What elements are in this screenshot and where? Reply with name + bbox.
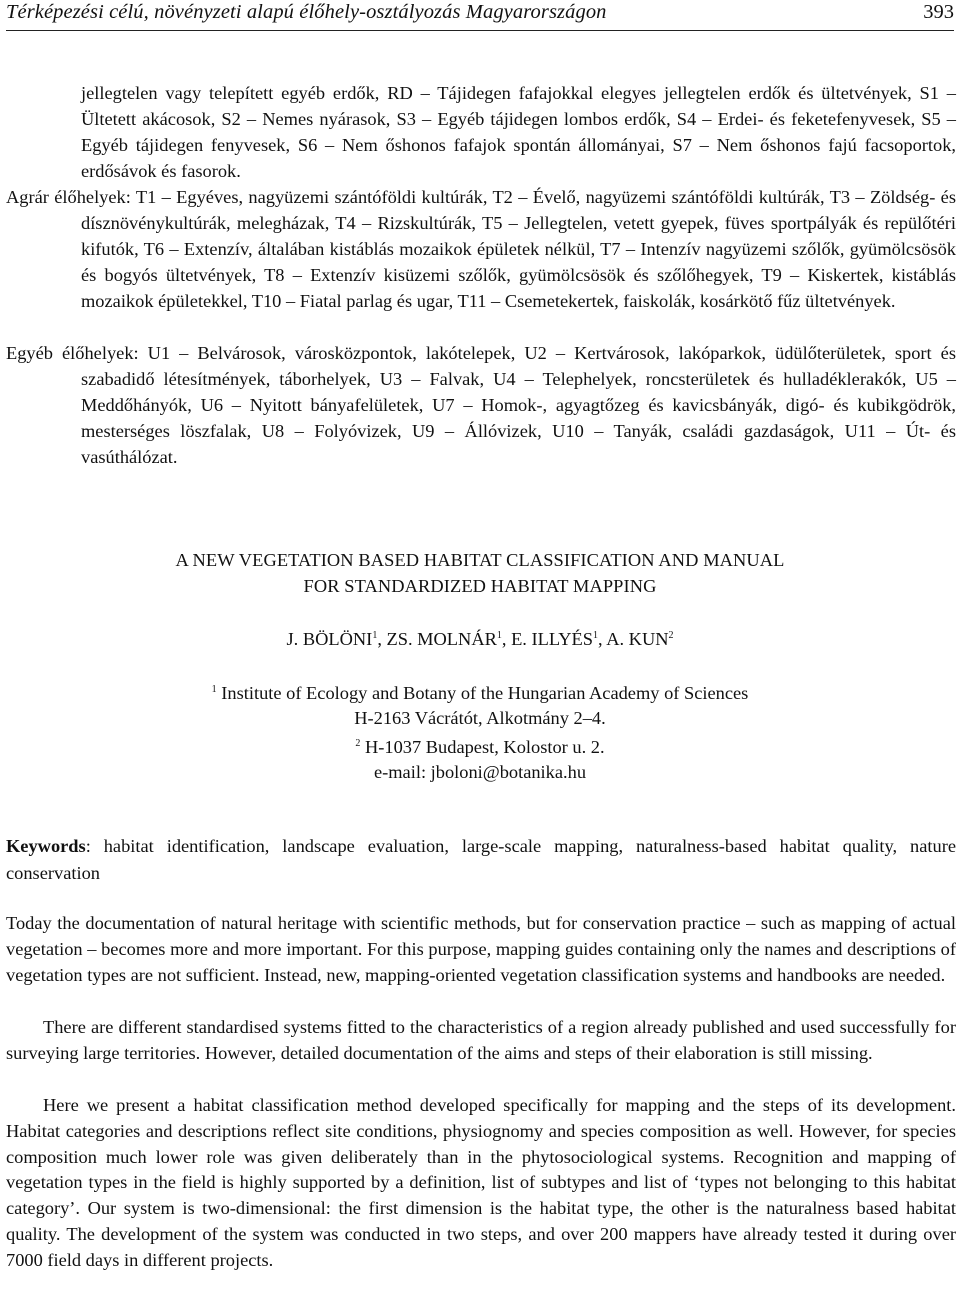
title-line-2: FOR STANDARDIZED HABITAT MAPPING [303, 575, 657, 596]
running-header [6, 0, 954, 31]
author: E. ILLYÉS$^1$, [511, 629, 607, 649]
abstract-paragraph-2: There are different standardised systems fitted to the characteristics of a region already published and used successfully for surveying large territories. However, detailed documentation of the aims and steps of their elaboration is still missing. [6, 1017, 956, 1063]
author-list [0, 623, 960, 652]
abstract-paragraph-1: Today the documentation of natural heritage with scientific methods, but for conservation practice – such as mapping of actual vegetation – becomes more and more important. For this purpose, mapping guides containing only the names and descriptions of vegetation types are not sufficient. Instead, new, mapping-oriented vegetation classification systems and handbooks are needed. [6, 913, 956, 985]
affiliation-1-line-1: $^1$ Institute of Ecology and Botany of the Hungarian Academy of Sciences [211, 683, 749, 703]
page-number: 393 [923, 1, 954, 23]
keywords-label: Keywords [6, 836, 86, 856]
keywords [6, 833, 956, 886]
author: A. KUN$^2$ [606, 629, 674, 649]
forest-habitat-list-continuation: jellegtelen vagy telepített egyéb erdők, RD – Tájidegen fafajokkal elegyes jellegtelen erdők és ültetvények, S1 – Ültetett akácosok, S2 – Nemes nyárasok, S3 – Egyéb tájidegen lombos erdők, S4 – Erdei- és feketefenyvesek, S5 – Egyéb tájidegen fenyvesek, S6 – Nem őshonos fafajok spontán állományai, S7 – Nem őshonos fajú facsoportok, erdősávok és fasorok. [81, 83, 956, 181]
author: ZS. MOLNÁR$^1$, [386, 629, 512, 649]
running-title: Térképezési célú, növényzeti alapú élőhely-osztályozás Magyarországon [6, 1, 607, 23]
abstract-paragraph-3: Here we present a habitat classification method developed specifically for mapping and the steps of its development. Habitat categories and descriptions reflect site conditions, physiognomy and species composition as well. However, for species composition much lower role was given deliberately than in the phytosociological systems. Recognition and mapping of vegetation types in the field is highly supported by a definition, list of subtypes and list of ‘types not belonging to this habitat category’. Our system is two-dimensional: the first dimension is the habitat type, the other is the naturalness based habitat quality. The development of the system was conducted in two steps, and over 200 mappers have already tested it during over 7000 field days in different projects. [6, 1095, 956, 1270]
english-abstract-title [0, 548, 960, 599]
contact-email: e-mail: jboloni@botanika.hu [373, 762, 587, 782]
affiliation-2: $^2$ H-1037 Budapest, Kolostor u. 2. [355, 737, 605, 757]
affiliations [0, 677, 960, 785]
affiliation-1-line-2: H-2163 Vácrátót, Alkotmány 2–4. [354, 708, 606, 728]
title-line-1: A NEW VEGETATION BASED HABITAT CLASSIFICATION AND MANUAL [175, 550, 785, 570]
author: J. BÖLÖNI$^1$, [286, 629, 387, 649]
agrar-habitat-list: Agrár élőhelyek: T1 – Egyéves, nagyüzemi szántóföldi kultúrák, T2 – Évelő, nagyüzemi szántóföldi kultúrák, T3 – Zöldség- és dísznövénykultúrák, melegházak, T4 – Rizskultúrák, T5 – Jellegtelen, vetett gyepek, füves sportpályák és repülőtéri kifutók, T6 – Extenzív, általában kistáblás mozaikok épületek nélkül, T7 – Intenzív nagyüzemi szőlők, gyümölcsösök és bogyós ültetvények, T8 – Extenzív kisüzemi szőlők, gyümölcsösök és szőlőhegyek, T9 – Kiskertek, kistáblás mozaikok épületekkel, T10 – Fiatal parlag és ugar, T11 – Csemetekertek, faiskolák, kosárkötő fűz ültetvények. [6, 187, 956, 311]
keywords-text: : habitat identification, landscape evaluation, large-scale mapping, naturalness-based habitat quality, nature conservation [6, 836, 956, 883]
egyeb-habitat-list: Egyéb élőhelyek: U1 – Belvárosok, városközpontok, lakótelepek, U2 – Kertvárosok, lakóparkok, üdülőterületek, sport és szabadidő létesítmények, táborhelyek, U3 – Falvak, U4 – Telephelyek, roncsterületek és hulladéklerakók, U5 – Meddőhányók, U6 – Nyitott bányafelületek, U7 – Homok-, agyagtőzeg és kavicsbányák, digó- és kubikgödrök, mesterséges löszfalak, U8 – Folyóvizek, U9 – Állóvizek, U10 – Tanyák, családi gazdaságok, U11 – Út- és vasúthálózat. [6, 343, 956, 467]
